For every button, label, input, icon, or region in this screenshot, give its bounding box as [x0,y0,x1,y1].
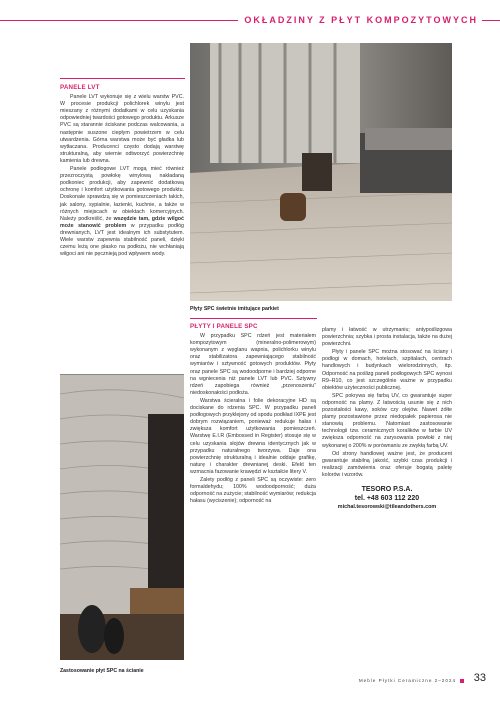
wall-panel-photo [60,374,184,660]
spc-paragraph-2: Warstwa ścieralna i folie dekoracyjne HD są dociskane do rdzenia SPC. W przypadku paneli podłogowych przyklejony od spodu podkład IXPE jest dobrym rozwiązaniem, ponieważ redukuje hałas i zwiększa komfort użytkowania pomieszczeń. Warstwę E.I.R (Embossed in Register) stosuje się w celu uzyskania słojów drewna identycznych jak w przypadku naturalnego tworzywa. Daje ona powierzchnię strukturalną i idealnie oddaje grafikę, naturę i charakter drewnianej deski. Efekt ten wzmacnia fazowanie krawędzi w kształcie litery V. [190,397,316,475]
spc-paragraph-1: W przypadku SPC rdzeń jest materiałem kompozytowym (mineralno-polimerowym) wykonanym z węglanu wapnia, polichlorku winylu oraz stabilizatora zapewniającego stabilność wymiarów i sztywność gotowych produktów. Płyty oraz panele SPC są wodoodporne i bardziej odporne na wgniecenia niż panele LVT lub PVC. Sztywny rdzeń zapobiega również „przenoszeniu” niedoskonałości podłoża. [190,333,316,396]
wall-panel-image [60,374,184,660]
left-column-top-rule [60,78,185,79]
lvt-highlight: wszędzie tam, gdzie wilgoć może stanowić problem [60,215,184,229]
page-number: 33 [473,672,486,684]
middle-column-top-rule [190,318,317,319]
header-title: OKŁADZINY Z PŁYT KOMPOZYTOWYCH [238,14,482,26]
section-heading-spc: PŁYTY I PANELE SPC [190,323,258,330]
company-email[interactable]: michal.tesorowski@tileandothers.com [337,503,437,510]
footer-magazine-title: Meble Płytki Ceramiczne 2–2024 [358,678,456,683]
right-column [322,327,452,511]
caption-bottom-photo: Zastosowanie płyt SPC na ścianie [60,668,144,674]
lvt-paragraph-1: Panele LVT wykonuje się z wielu warstw PVC. W procesie produkcji polichlorek winylu jest mieszany z różnymi dodatkami w celu uzyskania odpowiedniej twardości gotowego produktu. Arkusze PVC są starannie ściskane podczas walcowania, a następnie suszone ciepłym powietrzem w celu utwardzenia. Górna warstwa może być gładka lub wytłaczana. Producenci często dodają warstwę strukturalną, aby wiernie odtworzyć powierzchnię kamienia lub drewna. [60,94,184,164]
bedroom-image [190,43,452,301]
caption-top-photo: Płyty SPC świetnie imitujące parkiet [190,306,279,312]
right-paragraph-1: Płyty i panele SPC można stosować na ściany i podłogi w domach, hotelach, szpitalach, centrach handlowych i budynkach wielorodzinnych, itp. Odporność na poślizg paneli podłogowych SPC wynosi R9–R10, co jest szczególnie ważne w przypadku obiektów użyteczności publicznej. [322,349,452,391]
middle-column [190,323,316,506]
right-paragraph-2: SPC pokrywa się farbą UV, co gwarantuje super odporność na plamy. Z łatwością usunie się z nich pozostałości kawy, soków czy olejów. Nawet żółte plamy pozostawione przez niedopałek papierosa nie stanowią problemu. Natomiast zastosowanie technologii tzw. ceramicznych koralików w farbie UV zwiększa odporność na zarysowania powłoki z niej wykonanej o 200% w porównaniu ze zwykłą farbą UV. [322,392,452,449]
spc-paragraph-3: Zalety podłóg z paneli SPC są oczywiste: zero formaldehydu; 100% wodoodporność; duża odporność na zużycie; stabilność wymiarów; redukcja hałasu (wyciszenie); odporność na [190,476,316,505]
section-heading-lvt: PANELE LVT [60,84,100,91]
bedroom-photo [190,43,452,301]
lvt-paragraph-2: Panele podłogowe LVT mogą mieć również przezroczystą powłokę winylową nakładaną podkoniec produkcji, aby zapewnić dodatkową ochronę i komfort użytkowania gotowego produktu. Doskonale sprawdzą się w pomieszczeniach takich, jak salony, sypialnie, łazienki, kuchnie, a także w różnych miejscach w obiektach komercyjnych. Należy podkreślić, że wszędzie tam, gdzie wilgoć może stanowić problem w przypadku podłóg drewnianych, LVT jest idealnym ich substytutem. Wiele warstw zapewnia stabilność paneli, dzięki czemu leżą one płasko na podłożu, nie wchłaniają wilgoci ani nie pęcznieją pod wpływem wody. [60,166,184,258]
company-name: TESORO P.S.A. [361,485,413,493]
right-paragraph-0: plamy i łatwość w utrzymaniu; antypoślizgowa powierzchnia; szybka i prosta instalacja, także na dużej powierzchni. [322,327,452,348]
right-paragraph-3: Od strony handlowej ważne jest, że producent gwarantuje stabilną jakość, szybki czas produkcji i realizacji zamówienia oraz oferuje bogatą paletę kolorów i wzorów. [322,450,452,478]
left-column [60,84,184,259]
header-bar [0,14,500,26]
footer-square [460,679,464,683]
company-phone: tel. +48 603 112 220 [354,494,420,502]
